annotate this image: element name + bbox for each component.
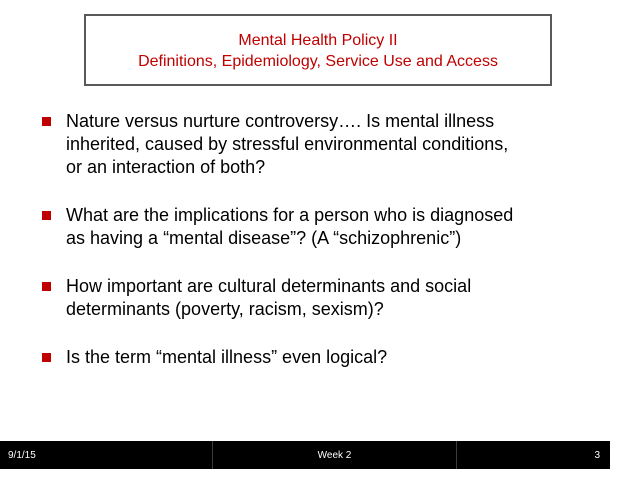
- bullet-item-nature-nurture: [38, 110, 608, 179]
- bullet-text: [66, 204, 608, 250]
- square-bullet-icon: [42, 282, 51, 291]
- bullet-list: [38, 110, 608, 369]
- slide-footer: [0, 441, 610, 469]
- bullet-item-determinants: [38, 275, 608, 321]
- square-bullet-icon: [42, 117, 51, 126]
- bullet-line: as having a “mental disease”? (A “schizophrenic”): [66, 228, 462, 248]
- slide-title: Mental Health Policy II: [238, 32, 398, 49]
- bullet-line: Is the term “mental illness” even logical?: [66, 347, 388, 367]
- footer-date: 9/1/15: [0, 441, 213, 469]
- bullet-text: [66, 346, 608, 369]
- bullet-line: determinants (poverty, racism, sexism)?: [66, 299, 384, 319]
- bullet-line: Nature versus nurture controversy…. Is mental illness: [66, 111, 495, 131]
- bullet-line: How important are cultural determinants and social: [66, 276, 472, 296]
- bullet-text: [66, 110, 608, 179]
- bullet-line: What are the implications for a person who is diagnosed: [66, 205, 514, 225]
- bullet-item-implications: [38, 204, 608, 250]
- square-bullet-icon: [42, 353, 51, 362]
- slide-subtitle: Definitions, Epidemiology, Service Use and Access: [138, 53, 498, 70]
- bullet-text: [66, 275, 608, 321]
- slide-title-box: [84, 14, 552, 86]
- bullet-item-term-logic: [38, 346, 608, 369]
- bullet-line: or an interaction of both?: [66, 157, 266, 177]
- bullet-line: inherited, caused by stressful environmental conditions,: [66, 134, 509, 154]
- footer-page-number: 3: [594, 449, 600, 461]
- footer-week: Week 2: [213, 441, 457, 469]
- square-bullet-icon: [42, 211, 51, 220]
